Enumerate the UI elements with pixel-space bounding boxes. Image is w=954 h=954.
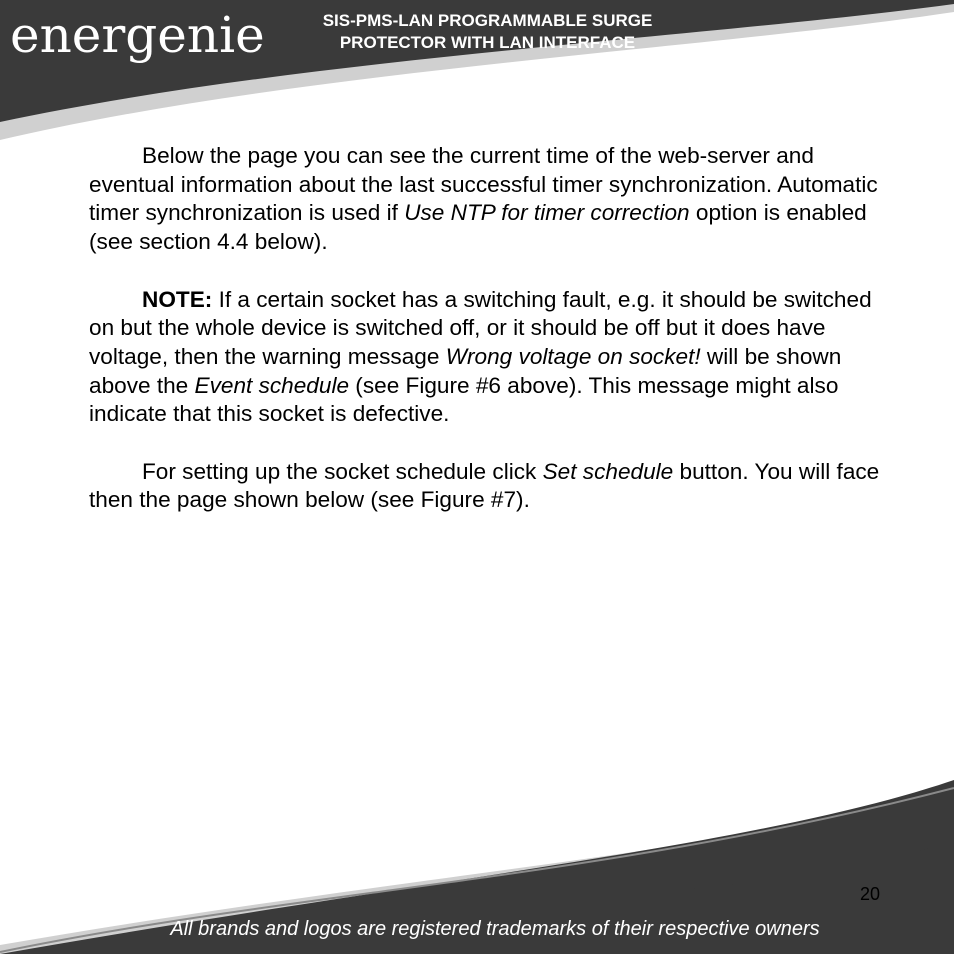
document-title-line-2: PROTECTOR WITH LAN INTERFACE: [339, 33, 636, 52]
p2-text-c: (see Figure #6 above). This message might also indicate that this socket is defective.: [89, 372, 839, 427]
p1-option-name: Use NTP for timer correction: [404, 200, 690, 226]
paragraph-note: [89, 286, 889, 430]
note-label: NOTE:: [142, 286, 213, 312]
p1-text-b: option is enabled (see section 4.4 below).: [89, 200, 867, 255]
page-number: 20: [860, 884, 881, 904]
p3-text-b: button. You will face then the page shown below (see Figure #7).: [89, 458, 880, 513]
p2-text-b: will be shown above the: [89, 343, 842, 398]
paragraph-timer-info: [89, 142, 889, 257]
p2-text-a: If a certain socket has a switching fault, e.g. it should be switched on but the whole device is switched off, or it should be off but it does have voltage, then the warning message: [89, 286, 872, 369]
trademark-notice: All brands and logos are registered trademarks of their respective owners: [170, 918, 820, 940]
p2-warning-message: Wrong voltage on socket!: [445, 343, 701, 369]
energenie-logo: energenie: [10, 6, 265, 64]
p3-text-a: For setting up the socket schedule click: [142, 458, 543, 484]
paragraph-set-schedule: [89, 458, 889, 515]
p1-text-a: Below the page you can see the current time of the web-server and eventual information about the last successful timer synchronization. Automatic timer synchronization is used if: [89, 143, 878, 226]
document-title: [290, 10, 685, 54]
page-body: [89, 142, 889, 515]
p2-event-schedule: Event schedule: [194, 372, 350, 398]
p3-set-schedule: Set schedule: [542, 458, 674, 484]
document-title-line-1: SIS-PMS-LAN PROGRAMMABLE SURGE: [322, 11, 653, 30]
